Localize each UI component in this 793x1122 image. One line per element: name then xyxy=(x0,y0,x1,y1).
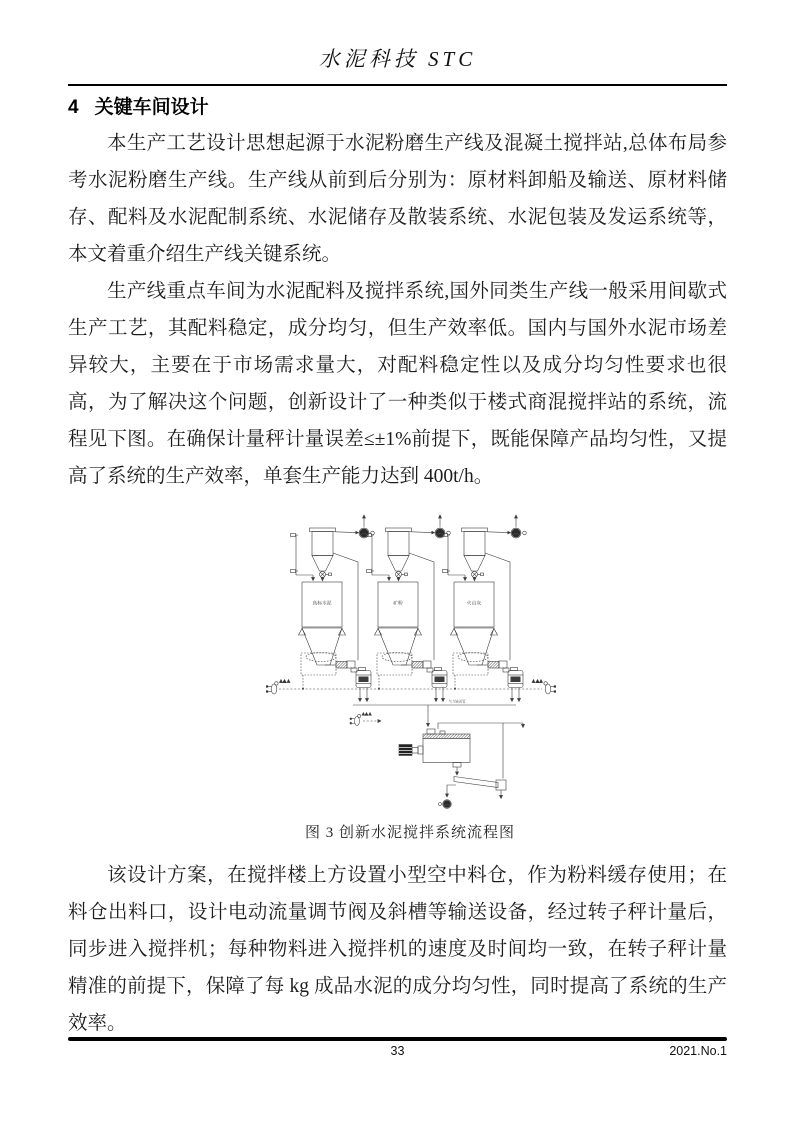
paragraph-2: 生产线重点车间为水泥配料及搅拌系统,国外同类生产线一般采用间歇式生产工艺，其配料稳定，成分均匀，但生产效率低。国内与国外水泥市场差异较大，主要在于市场需求量大，对配料稳定性以及成分均匀性要求也很高，为了解决这个问题，创新设计了一种类似于楼式商混搅拌站的系统，流程见下图。在确保计量秤计量误差≤±1%前提下，既能保障产品均匀性，又提高了系统的生产效率，单套生产能力达到 400t/h。 xyxy=(68,281,727,487)
fan-icon-bottom xyxy=(439,800,452,809)
header-rule xyxy=(68,84,727,86)
footer-rule xyxy=(68,1037,727,1041)
paragraph-1: 本生产工艺设计思想起源于水泥粉磨生产线及混凝土搅拌站,总体布局参考水泥粉磨生产线。生产线从前到后分别为：原材料卸船及输送、原材料储存、配料及水泥配制系统、水泥储存及散装系统、水泥包装及发运系统等，本文着重介绍生产线关键系统。 xyxy=(68,133,727,265)
train-pozzolan xyxy=(443,515,527,702)
aeration-valve-left-icon xyxy=(266,679,289,694)
mixer xyxy=(399,729,470,775)
silo-label-ash: 火山灰 xyxy=(466,601,482,607)
train-cement xyxy=(291,515,375,702)
paragraph-3: 该设计方案，在搅拌楼上方设置小型空中料仓，作为粉料缓存使用；在料仓出料口，设计电动流量调节阀及斜槽等输送设备，经过转子秤计量后，同步进入搅拌机；每种物料进入搅拌机的速度及时间均一致，在转子秤计量精准的前提下，保障了每 kg 成品水泥的成分均匀性，同时提高了系统的生产效率。 xyxy=(68,865,727,1034)
figure-3 xyxy=(250,505,570,843)
silo-label-slag: 矿粉 xyxy=(393,601,403,607)
footer-row xyxy=(68,1044,727,1058)
section-title: 关键车间设计 xyxy=(94,97,209,118)
aeration-valve-right-icon xyxy=(534,679,557,694)
pipe-label: 气力输送管 xyxy=(448,699,466,704)
section-number: 4 xyxy=(68,97,79,118)
page-number: 33 xyxy=(390,1044,405,1058)
section-heading xyxy=(68,96,727,120)
train-slag-powder xyxy=(367,515,451,702)
aeration-valve-lower-icon xyxy=(350,712,370,726)
process-flow-diagram xyxy=(250,505,570,825)
page-footer xyxy=(68,1037,727,1058)
silo-label-cement: 高标水泥 xyxy=(312,601,332,607)
figure-caption: 图 3 创新水泥搅拌系统流程图 xyxy=(304,825,515,841)
journal-title: 水泥科技 STC xyxy=(318,47,477,71)
air-slide xyxy=(447,777,506,799)
issue-number: 2021.No.1 xyxy=(669,1044,727,1058)
